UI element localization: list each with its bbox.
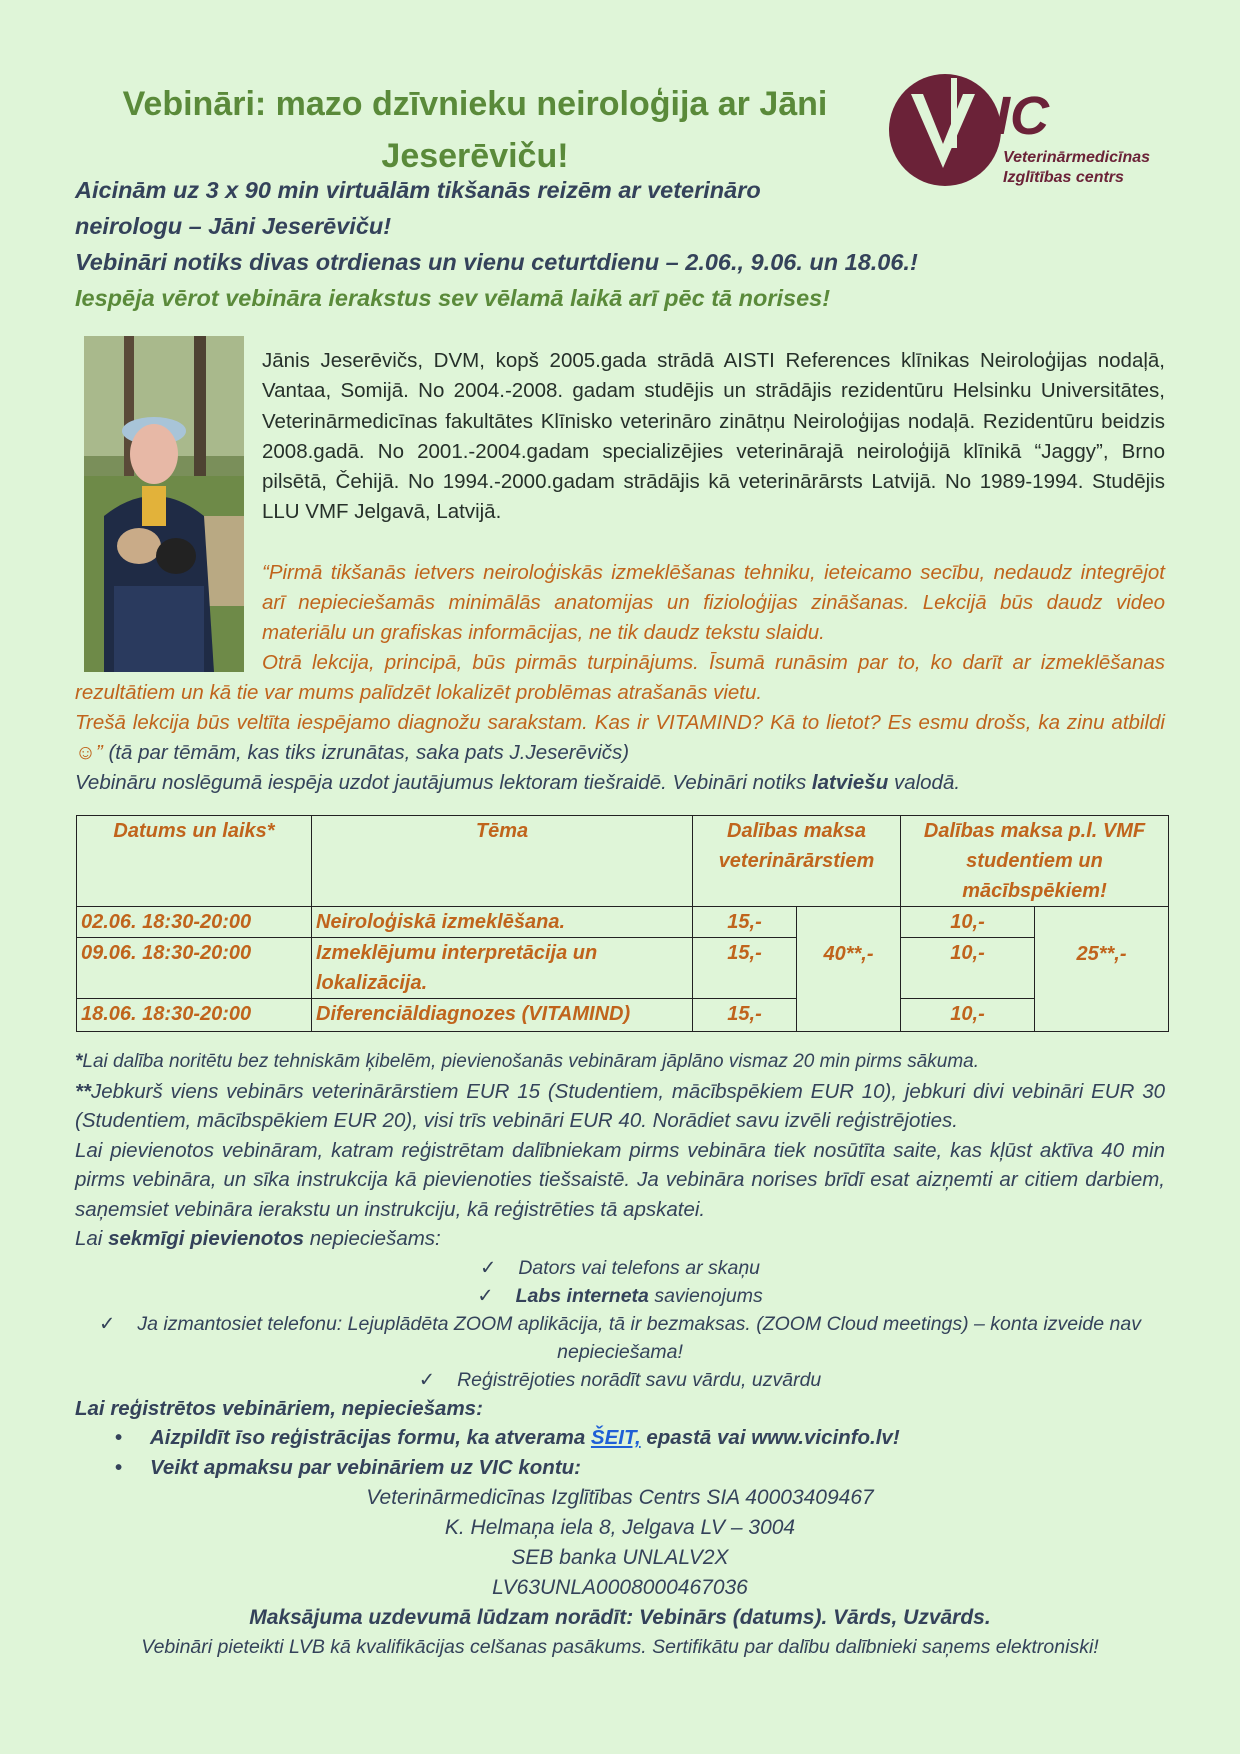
req-bold: sekmīgi pievienotos bbox=[108, 1227, 305, 1250]
lecture-descriptions bbox=[75, 558, 1165, 798]
lecture-1-text: “Pirmā tikšanās ietvers neiroloģiskās izmeklēšanas tehniku, ieteicamo secību, nedaudz integrējot arī nepieciešamās minimālās anatomijas un fizioloģijas zināšanas. Lekcijā būs daudz video materiālu un grafiskas informācijas, ne tik daudz tekstu slaidu. bbox=[262, 561, 1165, 644]
vet-total-price: 40**,- bbox=[797, 907, 901, 1032]
row-date: 02.06. 18:30-20:00 bbox=[77, 907, 312, 938]
quote-author: (tā par tēmām, kas tiks izrunātas, saka pats J.Jeserēvičs) bbox=[102, 741, 630, 764]
check-2-bold: Labs interneta bbox=[515, 1284, 649, 1307]
header-vet-price: Dalības maksa veterinārārstiem bbox=[693, 816, 901, 907]
registration-form-link[interactable]: ŠEIT, bbox=[590, 1426, 641, 1449]
lecture-3-text: Trešā lekcija būs veltīta iespējamo diagnožu sarakstam. Kas ir VITAMIND? Kā to lietot? Es esmu drošs, ka zinu atbildi☺” bbox=[75, 711, 1165, 764]
list-item bbox=[75, 1453, 1165, 1483]
row-student-price: 10,- bbox=[901, 938, 1035, 999]
check-1-text: Dators vai telefons ar skaņu bbox=[518, 1256, 761, 1279]
row-student-price: 10,- bbox=[901, 999, 1035, 1032]
list-item bbox=[75, 1282, 1165, 1310]
intro-line-2: Vebināri notiks divas otrdienas un vienu ceturtdienu – 2.06., 9.06. un 18.06.! bbox=[75, 249, 918, 275]
check-4-text: Reģistrējoties norādīt savu vārdu, uzvārdu bbox=[457, 1368, 822, 1391]
table-row bbox=[77, 907, 1169, 938]
note-3: Lai pievienotos vebināram, katram reģistrētam dalībniekam pirms vebināra tiek nosūtīta saite, kas kļūst aktīva 40 min pirms vebināra, un sīka instrukcija kā pievienoties tiešsaistē. Ja vebināra norises brīdī esat aizņemti ar citiem darbiem, saņemsiet vebināra ierakstu un instrukciju, kā reģistrēties tā apskatei. bbox=[75, 1138, 1165, 1221]
req-post: nepieciešams: bbox=[304, 1227, 441, 1250]
row-topic: Neiroloģiskā izmeklēšana. bbox=[312, 907, 693, 938]
note-2 bbox=[75, 1077, 1165, 1136]
row-date: 18.06. 18:30-20:00 bbox=[77, 999, 312, 1032]
title-line-1: Vebināri: mazo dzīvnieku neiroloģija ar Jāni bbox=[122, 85, 828, 123]
lecturer-bio: Jānis Jeserēvičs, DVM, kopš 2005.gada strādā AISTI References klīnikas Neiroloģijas nodaļā, Vantaa, Somijā. No 2004.-2008. gadam studējis un strādājis rezidentūru Helsinku Universitātes, Veterinārmedicīnas fakultātes Klīnisko veterināro zinātņu Neiroloģijas nodaļā. Rezidentūru beidzis 2008.gadā. No 2001.-2004.gadam specializējies veterinārajā neiroloģijā klīnikā “Jaggy”, Brno pilsētā, Čehijā. No 1994.-2000.gadam strādājis kā veterinārārsts Latvijā. No 1989-1994. Studējis LLU VMF Jelgavā, Latvijā. bbox=[262, 349, 1165, 524]
logo-line-1: Veterinārmedicīnas bbox=[1003, 149, 1151, 166]
bank-account: LV63UNLA0008000467036 bbox=[492, 1576, 748, 1599]
header-topic: Tēma bbox=[312, 816, 693, 907]
table-row bbox=[77, 999, 1169, 1032]
payment-note: Maksājuma uzdevumā lūdzam norādīt: Vebinārs (datums). Vārds, Uzvārds. bbox=[249, 1606, 991, 1629]
row-topic: Izmeklējumu interpretācija un lokalizācija. bbox=[312, 938, 693, 999]
student-total-price: 25**,- bbox=[1035, 907, 1169, 1032]
logo-line-2: Izglītības centrs bbox=[1003, 169, 1124, 186]
check-icon: ✓ bbox=[418, 1368, 436, 1391]
closing-text: Vebināru noslēgumā iespēja uzdot jautājumus lektoram tiešraidē. Vebināri notiks bbox=[75, 771, 812, 794]
lecture-3-paragraph bbox=[75, 708, 1165, 768]
notes-section bbox=[75, 1047, 1165, 1661]
list-item bbox=[75, 1423, 1165, 1453]
header-date: Datums un laiks* bbox=[77, 816, 312, 907]
row-vet-price: 15,- bbox=[693, 907, 797, 938]
header-student-price: Dalības maksa p.l. VMF studentiem un mācībspēkiem! bbox=[901, 816, 1169, 907]
bullet-icon: • bbox=[115, 1456, 123, 1479]
closing-paragraph bbox=[75, 768, 1165, 798]
step-1-text: Aizpildīt īso reģistrācijas formu, ka atverama bbox=[150, 1426, 591, 1449]
footer-note: Vebināri pieteikti LVB kā kvalifikācijas celšanas pasākums. Sertifikātu par dalību dalībnieki saņems elektroniski! bbox=[141, 1636, 1099, 1658]
req-pre: Lai bbox=[75, 1227, 109, 1250]
row-vet-price: 15,- bbox=[693, 938, 797, 999]
intro-line-3: Iespēja vērot vebināra ierakstus sev vēlamā laikā arī pēc tā norises! bbox=[75, 285, 831, 311]
lecture-2-text: Otrā lekcija, principā, būs pirmās turpinājums. Īsumā runāsim par to, ko darīt ar izmeklēšanas rezultātiem un kā tie var mums palīdzēt lokalizēt problēmas atrašanās vietu. bbox=[75, 651, 1165, 704]
note-1-star: * bbox=[75, 1051, 83, 1072]
requirements-intro bbox=[75, 1224, 1165, 1254]
row-student-price: 10,- bbox=[901, 907, 1035, 938]
row-topic: Diferenciāldiagnozes (VITAMIND) bbox=[312, 999, 693, 1032]
note-1 bbox=[75, 1047, 1165, 1077]
bank-name: SEB banka UNLALV2X bbox=[511, 1546, 729, 1569]
logo-letters: IC bbox=[995, 86, 1049, 146]
check-icon: ✓ bbox=[99, 1312, 116, 1335]
schedule-table bbox=[76, 815, 1169, 1032]
note-2-star: ** bbox=[75, 1079, 91, 1103]
check-icon: ✓ bbox=[477, 1284, 494, 1307]
row-date: 09.06. 18:30-20:00 bbox=[77, 938, 312, 999]
list-item bbox=[75, 1310, 1165, 1366]
table-header-row bbox=[77, 816, 1169, 907]
title-line-2: Jeserēviču! bbox=[381, 137, 569, 175]
step-1-end: epastā vai www.vicinfo.lv! bbox=[640, 1426, 900, 1449]
closing-end: valodā. bbox=[888, 771, 961, 794]
intro-text bbox=[75, 172, 1175, 316]
intro-line-1: Aicinām uz 3 x 90 min virtuālām tikšanās reizēm ar veterināro neirologu – Jāni Jeserēviču! bbox=[75, 177, 761, 239]
bank-company: Veterinārmedicīnas Izglītības Centrs SIA 40003409467 bbox=[366, 1486, 874, 1509]
bank-details bbox=[75, 1483, 1165, 1633]
note-2-text: Jebkurš viens vebinārs veterinārārstiem EUR 15 (Studentiem, mācībspēkiem EUR 10), jebkuri divi vebināri EUR 30 (Studentiem, mācībspēkiem EUR 20), visi trīs vebināri EUR 40. Norādiet savu izvēli reģistrējoties. bbox=[75, 1079, 1165, 1132]
registration-steps bbox=[75, 1423, 1165, 1483]
page-title bbox=[90, 78, 860, 182]
row-vet-price: 15,- bbox=[693, 999, 797, 1032]
bullet-icon: • bbox=[115, 1426, 123, 1449]
closing-language: latviešu bbox=[811, 771, 889, 794]
bank-address: K. Helmaņa iela 8, Jelgava LV – 3004 bbox=[444, 1516, 796, 1539]
registration-title: Lai reģistrētos vebināriem, nepieciešams: bbox=[75, 1396, 483, 1420]
check-3-text: Ja izmantosiet telefonu: Lejuplādēta ZOOM aplikācija, tā ir bezmaksas. (ZOOM Cloud meetings) – konta izveide nav nepieciešama! bbox=[137, 1312, 1141, 1363]
check-icon: ✓ bbox=[479, 1256, 497, 1279]
list-item bbox=[75, 1254, 1165, 1282]
table-row bbox=[77, 938, 1169, 999]
requirements-list bbox=[75, 1254, 1165, 1394]
check-2-text: savienojums bbox=[648, 1284, 763, 1307]
step-2-text: Veikt apmaksu par vebināriem uz VIC kontu: bbox=[150, 1456, 582, 1479]
list-item bbox=[75, 1366, 1165, 1394]
note-1-text: Lai dalība noritētu bez tehniskām ķibelēm, pievienošanās vebināram jāplāno vismaz 20 min pirms sākuma. bbox=[82, 1051, 980, 1072]
